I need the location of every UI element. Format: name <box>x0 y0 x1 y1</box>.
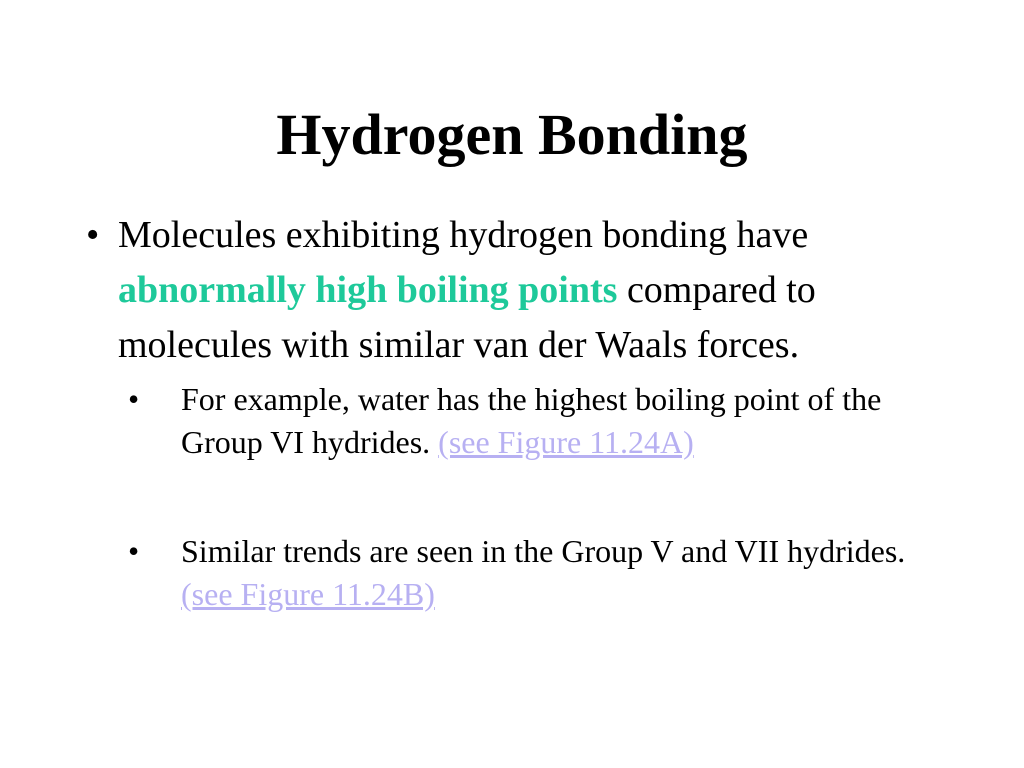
sub-bullet-group-vi <box>128 378 908 464</box>
main-bullet-text-before: Molecules exhibiting hydrogen bonding have <box>118 214 809 256</box>
sub-bullet-text-body: Similar trends are seen in the Group V and VII hydrides. <box>181 533 906 569</box>
main-bullet-text-after: compared to molecules with similar van der Waals forces. <box>118 269 816 366</box>
slide-title: Hydrogen Bonding <box>276 102 748 167</box>
sub-bullet-text-body: For example, water has the highest boiling point of the Group VI hydrides. <box>181 381 882 460</box>
figure-11-24a-link[interactable]: (see Figure 11.24A) <box>438 424 694 460</box>
bullet-marker: • <box>86 214 100 256</box>
sub-bullet-group-v-vii <box>128 530 908 616</box>
bullet-marker: • <box>128 381 140 417</box>
main-bullet <box>86 208 966 373</box>
sub-bullet-text <box>181 378 908 464</box>
main-bullet-text <box>118 208 966 373</box>
figure-11-24b-link[interactable]: (see Figure 11.24B) <box>181 576 435 612</box>
bullet-marker: • <box>128 533 140 569</box>
sub-bullet-text <box>181 530 908 616</box>
highlighted-phrase: abnormally high boiling points <box>118 269 618 311</box>
